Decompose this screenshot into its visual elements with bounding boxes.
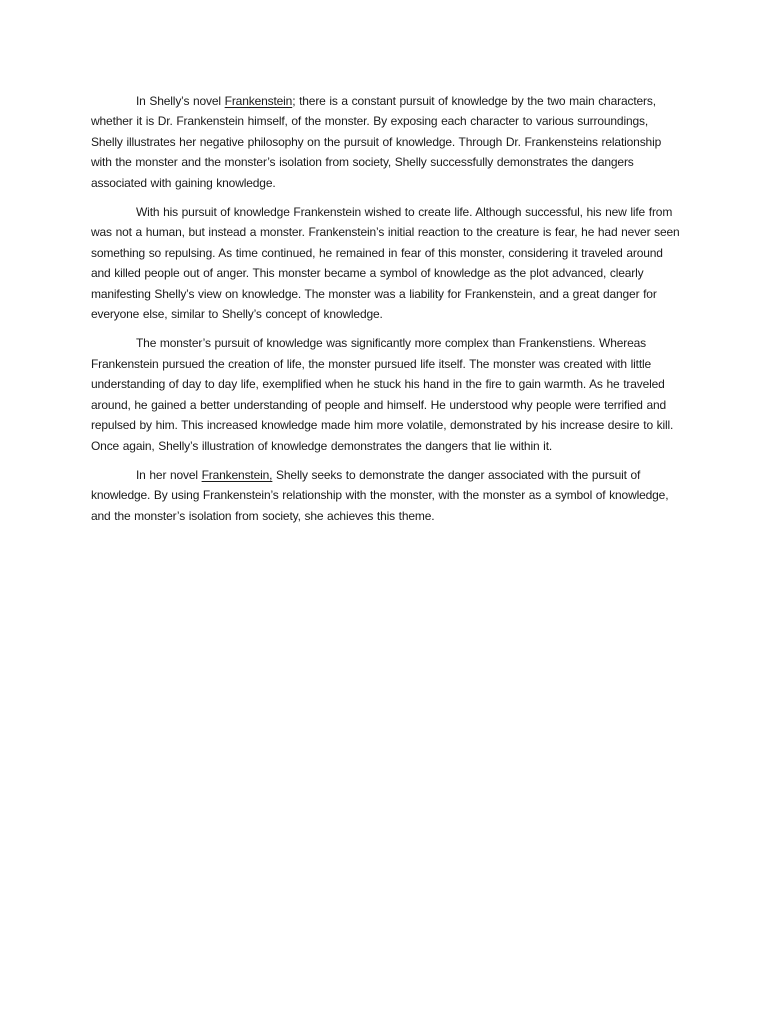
- document-page: [91, 91, 681, 535]
- paragraph-conclusion-body: Shelly seeks to demonstrate the danger associated with the pursuit of knowledge. By using Frankenstein’s relationship with the monster, with the monster as a symbol of knowledge, and the monster’s isolation from society, she achieves this theme.: [91, 467, 669, 523]
- paragraph-intro-punct: ;: [292, 94, 296, 108]
- paragraph-intro-lead: In Shelly’s novel: [136, 94, 225, 108]
- novel-title-reference: Frankenstein: [224, 94, 293, 108]
- novel-title-reference: Frankenstein,: [201, 467, 273, 482]
- paragraph-conclusion: [91, 465, 681, 526]
- paragraph-conclusion-lead: In her novel: [136, 467, 202, 482]
- paragraph-monster-pursuit: The monster’s pursuit of knowledge was significantly more complex than Frankenstiens. Whereas Frankenstein pursued the creation of life, the monster pursued life itself. The monster was created with little understanding of day to day life, exemplified when he stuck his hand in the fire to gain warmth. As he traveled around, he gained a better understanding of people and himself. He understood why people were terrified and repulsed by him. This increased knowledge made him more volatile, demonstrated by his increase desire to kill. Once again, Shelly’s illustration of knowledge demonstrates the dangers that lie within it.: [91, 336, 674, 453]
- paragraph-frankenstein-pursuit: With his pursuit of knowledge Frankenstein wished to create life. Although successful, his new life from was not a human, but instead a monster. Frankenstein’s initial reaction to the creature is fear, he had never seen something so repulsing. As time continued, he remained in fear of this monster, considering it traveled around and killed people out of anger. This monster became a symbol of knowledge as the plot advanced, clearly manifesting Shelly’s view on knowledge. The monster was a liability for Frankenstein, and a great danger for everyone else, similar to Shelly’s concept of knowledge.: [91, 205, 680, 322]
- paragraph-intro: [91, 91, 681, 193]
- paragraph-intro-body: there is a constant pursuit of knowledge by the two main characters, whether it is Dr. Frankenstein himself, of the monster. By exposing each character to various surroundings, Shelly illustrates her negative philosophy on the pursuit of knowledge. Through Dr. Frankensteins relationship with the monster and the monster’s isolation from society, Shelly successfully demonstrates the dangers associated with gaining knowledge.: [91, 94, 662, 190]
